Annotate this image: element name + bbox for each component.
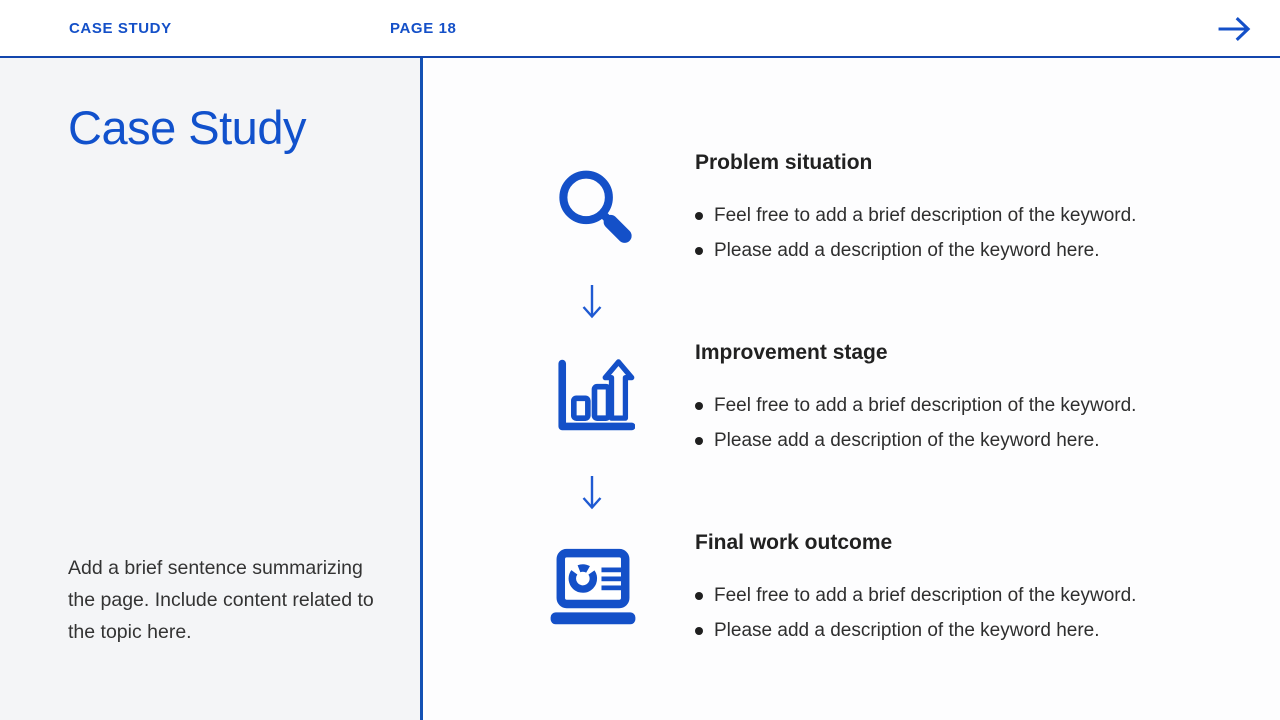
bullet-item [695, 388, 1215, 423]
bullet-text: Feel free to add a brief description of the keyword. [714, 584, 1137, 606]
step-bullets [695, 388, 1215, 458]
bullet-text: Feel free to add a brief description of the keyword. [714, 394, 1137, 416]
main-panel [426, 58, 1280, 720]
page-summary: Add a brief sentence summarizing the page. Include content related to the topic here. [68, 557, 374, 643]
bullet-text: Please add a description of the keyword here. [714, 429, 1100, 451]
bullet-dot [695, 247, 703, 255]
down-arrow-icon [578, 473, 606, 513]
magnifier-icon [552, 165, 636, 249]
down-arrow-icon [578, 282, 606, 322]
step-bullets [695, 198, 1215, 268]
laptop-chart-icon [545, 548, 641, 626]
bullet-item [695, 578, 1215, 613]
step-title: Problem situation [695, 151, 873, 174]
bullet-dot [695, 627, 703, 635]
step-bullets [695, 578, 1215, 648]
header-case-study-label: CASE STUDY [69, 20, 172, 37]
bullet-dot [695, 212, 703, 220]
arrow-right-icon[interactable] [1214, 13, 1254, 45]
bullet-text: Please add a description of the keyword here. [714, 619, 1100, 641]
bullet-text: Please add a description of the keyword here. [714, 239, 1100, 261]
step-title: Final work outcome [695, 531, 893, 554]
page-title: Case Study [68, 101, 306, 154]
bullet-item [695, 198, 1215, 233]
bullet-item [695, 423, 1215, 458]
growth-bar-chart-icon [549, 352, 635, 438]
sidebar-panel [0, 58, 423, 720]
step-title: Improvement stage [695, 341, 888, 364]
header-bar [0, 0, 1280, 58]
bullet-item [695, 613, 1215, 648]
bullet-dot [695, 592, 703, 600]
bullet-dot [695, 402, 703, 410]
header-page-label: PAGE 18 [390, 20, 457, 37]
bullet-item [695, 233, 1215, 268]
bullet-dot [695, 437, 703, 445]
bullet-text: Feel free to add a brief description of the keyword. [714, 204, 1137, 226]
